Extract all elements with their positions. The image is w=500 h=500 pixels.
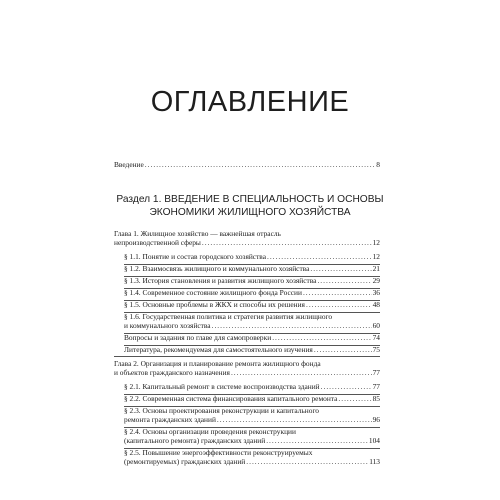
toc-entry-label: Литература, рекомендуемая для самостоятельного изучения xyxy=(124,345,313,354)
toc-entry-page: 85 xyxy=(372,394,380,403)
toc-entry-label: (капитального ремонта) гражданских зданий xyxy=(124,436,266,445)
toc-entry-label: § 1.2. Взаимосвязь жилищного и коммунального хозяйства xyxy=(124,264,310,273)
toc-entry-page: 104 xyxy=(368,436,380,445)
toc-entry-page: 77 xyxy=(372,368,380,377)
toc-entry-label: § 1.4. Современное состояние жилищного фонда России xyxy=(124,288,302,297)
toc-entry-label: § 1.5. Основные проблемы в ЖКХ и способы их решения xyxy=(124,300,305,309)
toc-entry-page: 74 xyxy=(372,333,380,342)
toc-leader-dots xyxy=(145,160,376,169)
toc-entry-1-4[interactable] xyxy=(124,288,380,297)
toc-entry-label: § 2.4. Основы организации проведения реконструкции xyxy=(124,427,296,436)
toc-leader-dots xyxy=(314,345,372,354)
toc-leader-dots xyxy=(303,288,372,297)
chapter-title-line1: Глава 2. Организация и планирование ремонта жилищного фонда xyxy=(114,359,321,368)
toc-entry-page: 12 xyxy=(372,252,380,261)
toc-leader-dots xyxy=(317,276,371,285)
page-title: ОГЛАВЛЕНИЕ xyxy=(150,86,350,118)
toc-leader-dots xyxy=(246,457,368,466)
toc-entry-label: (ремонтируемых) гражданских зданий xyxy=(124,457,246,466)
divider xyxy=(114,356,380,357)
toc-leader-dots xyxy=(306,300,372,309)
toc-entry-1-questions[interactable] xyxy=(124,333,380,342)
toc-leader-dots xyxy=(212,321,372,330)
toc-leader-dots xyxy=(321,382,372,391)
toc-entry-1-2[interactable] xyxy=(124,264,380,273)
toc-entry-page: 48 xyxy=(372,300,380,309)
toc-entry-label: и коммунального хозяйства xyxy=(124,321,211,330)
toc-leader-dots xyxy=(338,394,371,403)
toc-entry-label: § 2.3. Основы проектирования реконструкции и капитального xyxy=(124,406,319,415)
toc-entry-1-5[interactable] xyxy=(124,300,380,309)
toc-leader-dots xyxy=(267,252,372,261)
toc-entry-1-3[interactable] xyxy=(124,276,380,285)
section-heading-line2: ЭКОНОМИКИ ЖИЛИЩНОГО ХОЗЯЙСТВА xyxy=(149,207,351,218)
toc-entry-2-5[interactable] xyxy=(124,457,380,466)
toc-entry-1-6[interactable] xyxy=(124,321,380,330)
toc-entry-page: 113 xyxy=(369,457,380,466)
toc-entry-page: 77 xyxy=(372,382,380,391)
toc-entry-page: 96 xyxy=(372,415,380,424)
toc-entry-page: 8 xyxy=(376,160,380,169)
toc-entry-page: 60 xyxy=(372,321,380,330)
chapter-entry-1[interactable] xyxy=(114,238,380,247)
toc-entry-2-3[interactable] xyxy=(124,415,380,424)
toc-entry-label: § 1.3. История становления и развития жилищного хозяйства xyxy=(124,276,317,285)
toc-leader-dots xyxy=(202,238,372,247)
toc-entry-label: Вопросы и задания по главе для самопроверки xyxy=(124,333,272,342)
chapter-title-line2: и объектов гражданского назначения xyxy=(114,368,230,377)
toc-entry-2-4[interactable] xyxy=(124,436,380,445)
toc-leader-dots xyxy=(266,436,368,445)
toc-leader-dots xyxy=(272,333,371,342)
toc-leader-dots xyxy=(217,415,372,424)
toc-entry-label: § 1.1. Понятие и состав городского хозяйства xyxy=(124,252,266,261)
toc-entry-page: 75 xyxy=(372,345,380,354)
toc-leader-dots xyxy=(231,368,372,377)
toc-entry-page: 21 xyxy=(372,264,380,273)
toc-entry-2-2[interactable] xyxy=(124,394,380,403)
toc-entry-label: § 2.1. Капитальный ремонт в системе воспроизводства зданий xyxy=(124,382,320,391)
toc-entry-page: 29 xyxy=(372,276,380,285)
toc-entry-2-1[interactable] xyxy=(124,382,380,391)
toc-entry-1-1[interactable] xyxy=(124,252,380,261)
toc-entry-label: § 2.2. Современная система финансирования капитального ремонта xyxy=(124,394,338,403)
section-heading-line1: Раздел 1. ВВЕДЕНИЕ В СПЕЦИАЛЬНОСТЬ И ОСНОВЫ xyxy=(116,194,384,205)
chapter-entry-2[interactable] xyxy=(114,368,380,377)
toc-entry-1-literature[interactable] xyxy=(124,345,380,354)
toc-entry-intro[interactable] xyxy=(114,160,380,169)
toc-entry-page: 12 xyxy=(372,238,380,247)
toc-entry-label: § 2.5. Повышение энергоэффективности реконструируемых xyxy=(124,448,313,457)
toc-entry-label: § 1.6. Государственная политика и стратегия развития жилищного xyxy=(124,312,333,321)
toc-entry-page: 36 xyxy=(372,288,380,297)
toc-entry-label: ремонта гражданских зданий xyxy=(124,415,216,424)
toc-leader-dots xyxy=(310,264,371,273)
chapter-title-line2: непроизводственной сферы xyxy=(114,238,201,247)
toc-entry-label: Введение xyxy=(114,160,144,169)
chapter-title-line1: Глава 1. Жилищное хозяйство — важнейшая отрасль xyxy=(114,229,281,238)
